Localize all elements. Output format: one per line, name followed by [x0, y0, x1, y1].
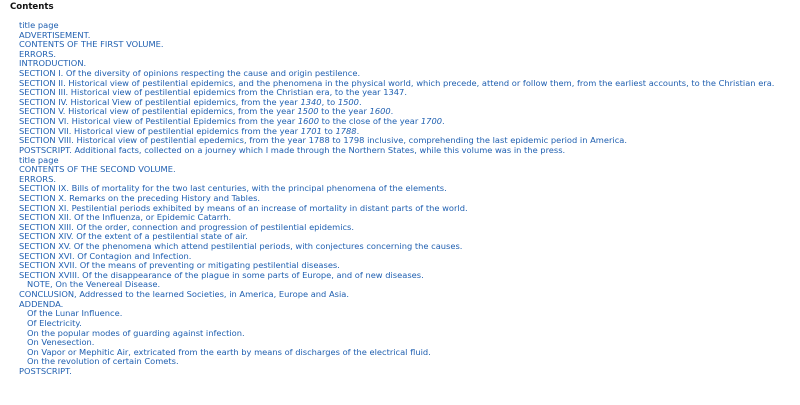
toc-entry — [19, 367, 800, 377]
toc-text: On the revolution of certain Comets. — [27, 356, 179, 367]
toc-link[interactable] — [27, 318, 82, 328]
toc-text: SECTION XVII. Of the means of preventing or mitigating pestilential diseases. — [19, 260, 340, 271]
toc-text: SECTION II. Historical view of pestilential epidemics, and the phenomena in the physical world, which precede, attend or follow them, from the earliest accounts, to the Christian era. — [19, 77, 775, 88]
toc-link[interactable] — [19, 212, 231, 222]
toc-entry — [19, 50, 800, 60]
toc-text: SECTION X. Remarks on the preceding History and Tables. — [19, 192, 261, 203]
toc-text: SECTION XVI. Of Contagion and Infection. — [19, 250, 192, 261]
toc-entry — [19, 290, 800, 300]
toc-year: 1500 — [297, 106, 319, 117]
toc-text: NOTE, On the Venereal Disease. — [27, 279, 161, 290]
toc-link[interactable] — [19, 68, 360, 78]
toc-link[interactable] — [19, 270, 424, 280]
toc-text: POSTSCRIPT. — [19, 365, 72, 376]
toc-link[interactable] — [27, 308, 122, 318]
toc-link[interactable] — [19, 58, 86, 68]
toc-text: SECTION V. Historical view of pestilential epidemics, from the year — [19, 106, 298, 117]
toc-text: to — [321, 125, 336, 136]
toc-link[interactable] — [19, 106, 393, 116]
toc-link[interactable] — [19, 260, 340, 270]
toc-text: SECTION XV. Of the phenomena which attend pestilential periods, with conjectures concerning the causes. — [19, 241, 463, 252]
toc-year: 1701 — [300, 125, 322, 136]
toc-link[interactable] — [19, 116, 445, 126]
toc-link[interactable] — [19, 241, 462, 251]
toc-link[interactable] — [19, 39, 163, 49]
toc-text: SECTION XIV. Of the extent of a pestilential state of air. — [19, 231, 248, 242]
toc-link[interactable] — [19, 164, 176, 174]
toc-text: SECTION VII. Historical view of pestilential epidemics from the year — [19, 125, 301, 136]
toc-link[interactable] — [27, 337, 94, 347]
toc-text: CONTENTS OF THE SECOND VOLUME. — [19, 164, 176, 175]
toc-year: 1700 — [420, 116, 443, 127]
toc-text: SECTION IX. Bills of mortality for the two last centuries, with the principal phenomena of the elements. — [19, 183, 447, 194]
toc-link[interactable] — [19, 289, 349, 299]
toc-text: SECTION VIII. Historical view of pestilential epedemics, from the year 1788 to 1798 inclusive, comprehending the last epidemic period in America. — [19, 135, 627, 146]
toc-link[interactable] — [19, 193, 260, 203]
toc-text: POSTSCRIPT. Additional facts, collected on a journey which I made through the Northern States, while this volume was in the press. — [19, 144, 566, 155]
toc-year: 1340 — [300, 96, 322, 107]
toc-text: CONTENTS OF THE FIRST VOLUME. — [19, 39, 164, 50]
toc-link[interactable] — [19, 174, 56, 184]
toc-text: SECTION XVIII. Of the disappearance of the plague in some parts of Europe, and of new diseases. — [19, 269, 424, 280]
toc-text: SECTION XII. Of the Influenza, or Epidemic Catarrh. — [19, 212, 232, 223]
toc-year: 1600 — [369, 106, 391, 117]
toc-text: INTRODUCTION. — [19, 58, 87, 69]
toc-link[interactable] — [19, 87, 407, 97]
toc-text: ERRORS. — [19, 48, 56, 59]
toc-entry — [19, 146, 800, 156]
toc-link[interactable] — [19, 231, 248, 241]
toc-text: to the close of the year — [318, 116, 421, 127]
toc-text: . — [442, 116, 445, 127]
toc-text: ERRORS. — [19, 173, 56, 184]
contents-heading: Contents — [10, 2, 54, 12]
toc-link[interactable] — [19, 155, 59, 165]
toc-link[interactable] — [19, 20, 59, 30]
toc-entry — [19, 21, 800, 31]
toc-text: CONCLUSION, Addressed to the learned Societies, in America, Europe and Asia. — [19, 289, 349, 300]
toc-text: to the year — [318, 106, 370, 117]
toc-link[interactable] — [19, 78, 774, 88]
toc-link[interactable] — [19, 97, 362, 107]
toc-text: Of the Lunar Influence. — [27, 308, 123, 319]
toc-entry — [19, 309, 800, 319]
toc-link[interactable] — [19, 183, 447, 193]
toc-link[interactable] — [19, 30, 90, 40]
toc-text: ADVERTISEMENT. — [19, 29, 91, 40]
toc-text: title page — [19, 154, 59, 165]
toc-link[interactable] — [19, 222, 354, 232]
toc-entry — [19, 165, 800, 175]
toc-text: . — [390, 106, 394, 117]
toc-text: SECTION IV. Historical View of pestilential epidemics, from the year — [19, 96, 301, 107]
toc-text: SECTION XI. Pestilential periods exhibited by means of an increase of mortality in distant parts of the world. — [19, 202, 468, 213]
toc-text: SECTION VI. Historical view of Pestilential Epidemics from the year — [19, 116, 298, 127]
toc-year: 1788 — [335, 125, 357, 136]
toc-entry — [19, 40, 800, 50]
toc-link[interactable] — [19, 126, 359, 136]
toc-text: Of Electricity. — [27, 317, 82, 328]
toc-text: , to — [321, 96, 338, 107]
toc-entry — [19, 357, 800, 367]
toc-text: SECTION I. Of the diversity of opinions respecting the cause and origin pestilence. — [19, 68, 361, 79]
toc-link[interactable] — [19, 299, 63, 309]
toc-text: ADDENDA. — [19, 298, 64, 309]
toc-text: On Venesection. — [27, 337, 95, 348]
table-of-contents — [19, 21, 800, 377]
toc-link[interactable] — [19, 366, 72, 376]
toc-link[interactable] — [27, 328, 245, 338]
toc-link[interactable] — [19, 203, 468, 213]
toc-link[interactable] — [19, 145, 565, 155]
toc-text: title page — [19, 20, 59, 30]
toc-link[interactable] — [27, 347, 431, 357]
toc-text: . — [356, 125, 360, 136]
toc-link[interactable] — [27, 356, 179, 366]
toc-text: . — [358, 96, 362, 107]
toc-text: On Vapor or Mephitic Air, extricated from the earth by means of discharges of the electrical fluid. — [27, 346, 431, 357]
toc-year: 1600 — [297, 116, 319, 127]
toc-year: 1500 — [337, 96, 359, 107]
toc-link[interactable] — [27, 279, 160, 289]
toc-entry — [19, 329, 800, 339]
toc-link[interactable] — [19, 135, 627, 145]
toc-text: SECTION XIII. Of the order, connection and progression of pestilential epidemics. — [19, 221, 355, 232]
toc-entry — [19, 300, 800, 310]
toc-text: On the popular modes of guarding against infection. — [27, 327, 245, 338]
toc-link[interactable] — [19, 49, 56, 59]
toc-text: SECTION III. Historical view of pestilential epidemics from the Christian era, to the year 1347. — [19, 87, 407, 98]
toc-link[interactable] — [19, 251, 191, 261]
